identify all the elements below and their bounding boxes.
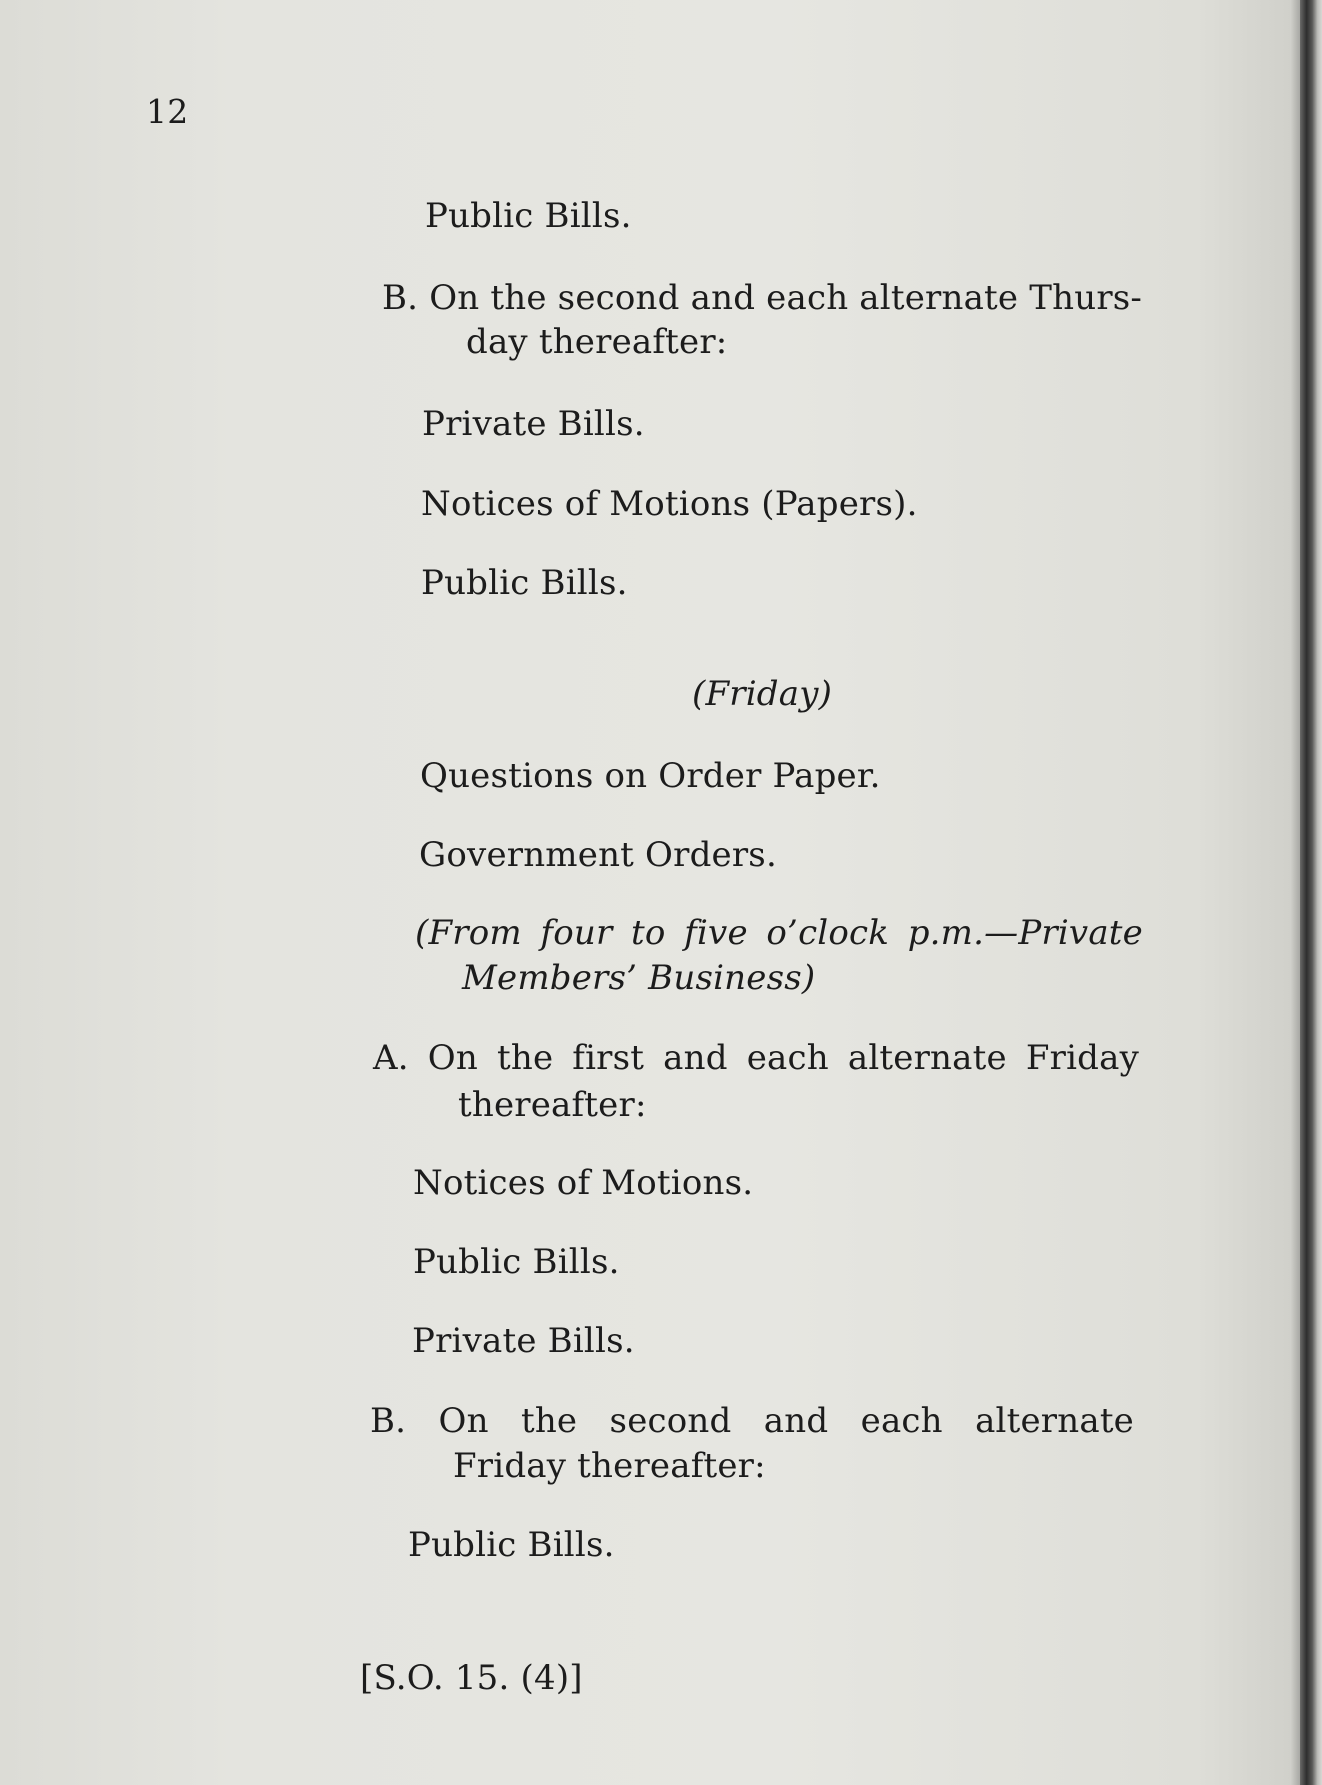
line-b-thursday: B. On the second and each alternate Thurs- (382, 278, 1143, 318)
page-binding-edge (1300, 0, 1322, 1785)
line-thereafter: thereafter: (458, 1085, 647, 1125)
line-public-bills-4: Public Bills. (408, 1525, 615, 1565)
line-notices-papers: Notices of Motions (Papers). (421, 484, 918, 524)
line-notices-motions: Notices of Motions. (413, 1163, 754, 1203)
standing-order-reference: [S.O. 15. (4)] (360, 1658, 583, 1698)
heading-friday: (Friday) (692, 674, 833, 714)
line-questions-order-paper: Questions on Order Paper. (420, 756, 881, 796)
line-b-friday: B. On the second and each alternate (370, 1401, 1134, 1441)
line-public-bills-2: Public Bills. (421, 563, 628, 603)
binding-shadow (1290, 0, 1300, 1785)
line-day-thereafter: day thereafter: (466, 322, 728, 362)
line-public-bills-3: Public Bills. (413, 1242, 620, 1282)
line-private-bills-1: Private Bills. (422, 404, 645, 444)
line-friday-thereafter: Friday thereafter: (453, 1446, 766, 1486)
line-public-bills-1: Public Bills. (425, 196, 632, 236)
line-a-friday: A. On the first and each alternate Friday (373, 1038, 1139, 1078)
page-number: 12 (146, 92, 189, 131)
line-government-orders: Government Orders. (419, 835, 777, 875)
line-four-to-five: (From four to five o’clock p.m.—Private (415, 913, 1143, 953)
line-members-business: Members’ Business) (462, 958, 816, 998)
line-private-bills-2: Private Bills. (412, 1321, 635, 1361)
